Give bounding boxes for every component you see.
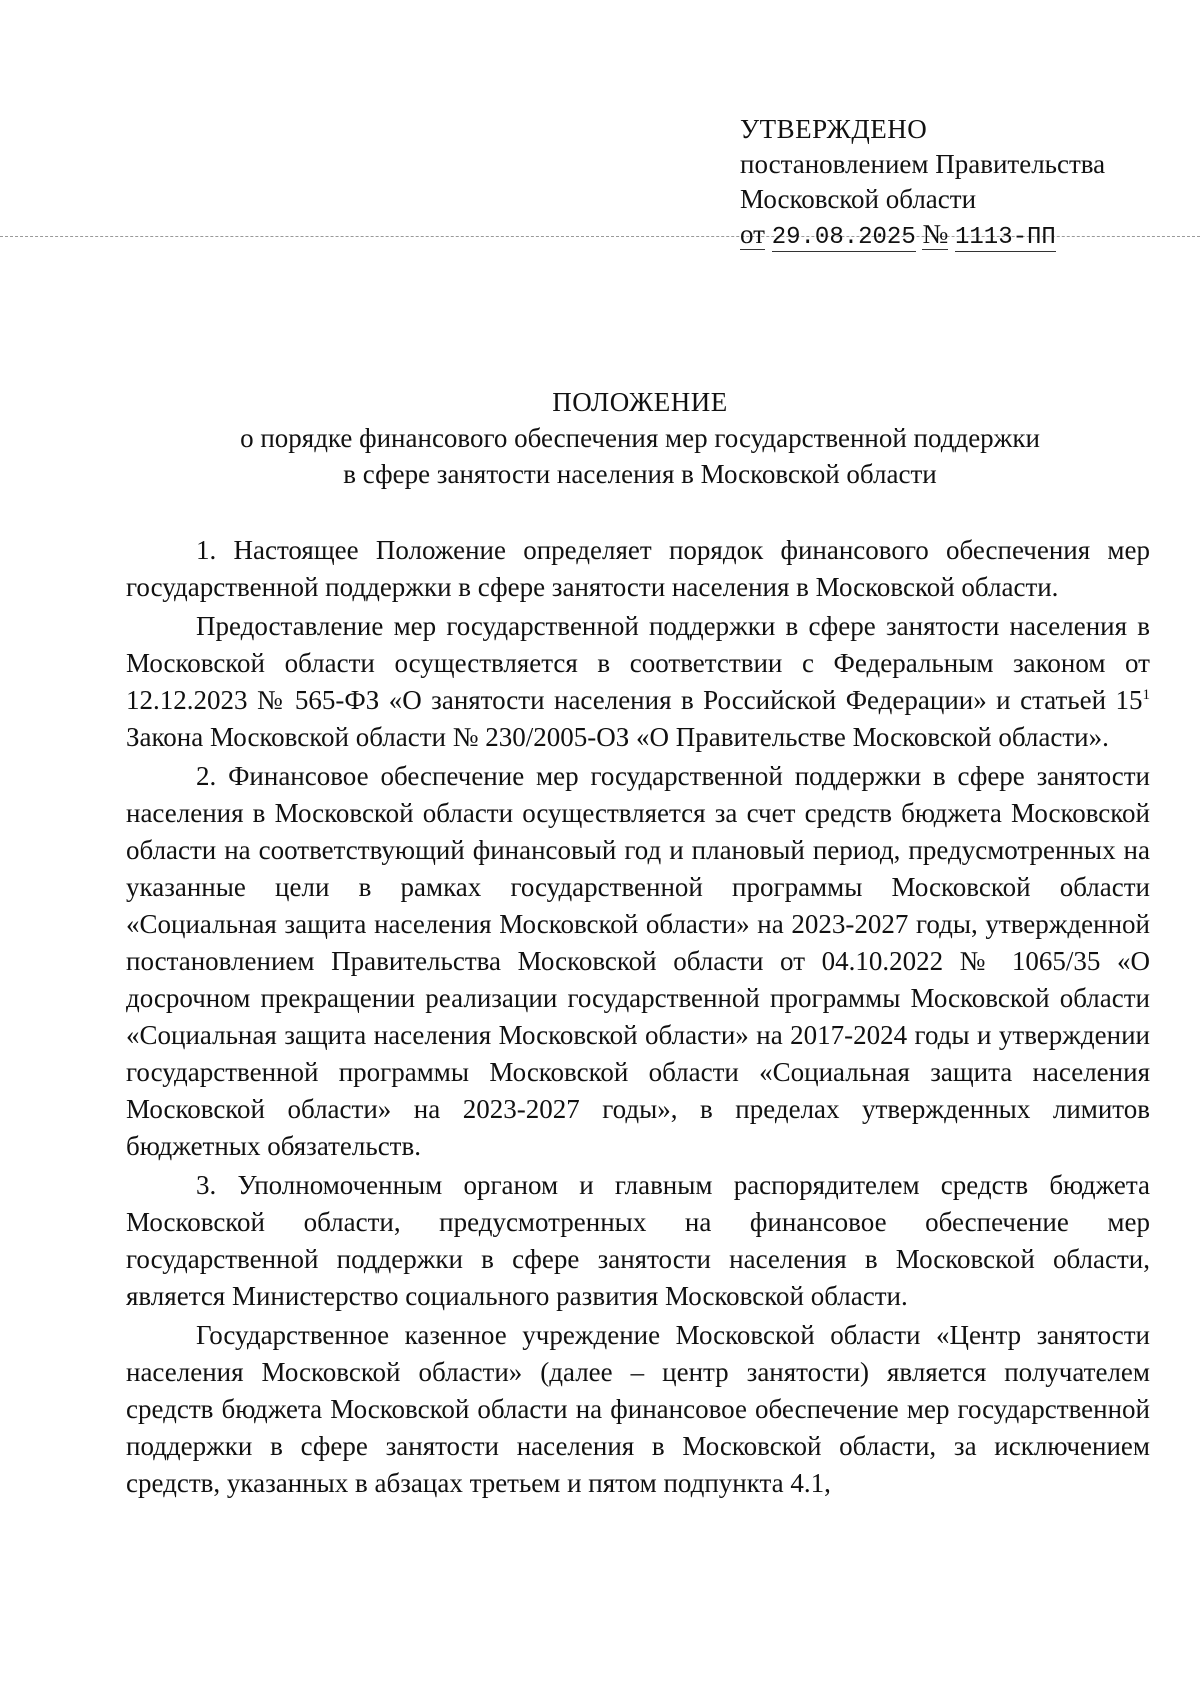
paragraph-3: 2. Финансовое обеспечение мер государственной поддержки в сфере занятости населения в Московской области осуществляется за счет средств бюджета Московской области на соответствующий финансовый год и плановый период, предусмотренных на указанные цели в рамках государственной программы Московской области «Социальная защита населения Московской области» на 2023-2027 годы, утвержденной постановлением Правительства Московской области от 04.10.2022 № 1065/35 «О досрочном прекращении реализации государственной программы Московской области «Социальная защита населения Московской области» на 2017-2024 годы и утверждении государственной программы Московской области «Социальная защита населения Московской области» на 2023-2027 годы», в пределах утвержденных лимитов бюджетных обязательств. bbox=[126, 761, 1150, 1161]
document-title: ПОЛОЖЕНИЕ bbox=[552, 387, 728, 417]
paragraph-5: Государственное казенное учреждение Московской области «Центр занятости населения Московской области» (далее – центр занятости) является получателем средств бюджета Московской области на финансовое обеспечение мер государственной поддержки в сфере занятости населения в Московской области, за исключением средств, указанных в абзацах третьем и пятом подпункта 4.1, bbox=[126, 1320, 1150, 1498]
document-body bbox=[126, 532, 1150, 1504]
approval-block bbox=[740, 112, 1105, 255]
paragraph-1: 1. Настоящее Положение определяет порядок финансового обеспечения мер государственной поддержки в сфере занятости населения в Московской области. bbox=[126, 535, 1150, 602]
paragraph-2-superscript: 1 bbox=[1142, 687, 1150, 703]
approval-line-2: Московской области bbox=[740, 184, 977, 214]
paragraph-2-text-a: Предоставление мер государственной поддержки в сфере занятости населения в Московской области осуществляется в соответствии с Федеральным законом от 12.12.2023 № 565-ФЗ «О занятости населения в Российской Федерации» и статьей 15 bbox=[126, 611, 1150, 715]
approval-number: 1113-ПП bbox=[955, 224, 1056, 251]
approval-line-1: постановлением Правительства bbox=[740, 149, 1106, 179]
paragraph-2-text-b: Закона Московской области № 230/2005-ОЗ «О Правительстве Московской области». bbox=[126, 722, 1109, 752]
approval-date-line bbox=[740, 217, 1105, 255]
number-sign: № bbox=[922, 219, 949, 249]
paragraph-4: 3. Уполномоченным органом и главным распорядителем средств бюджета Московской области, предусмотренных на финансовое обеспечение мер государственной поддержки в сфере занятости населения в Московской области, является Министерство социального развития Московской области. bbox=[126, 1170, 1150, 1311]
paragraph-2 bbox=[126, 608, 1150, 756]
date-prefix: от bbox=[740, 219, 765, 249]
approval-date: 29.08.2025 bbox=[771, 224, 916, 251]
approval-heading: УТВЕРЖДЕНО bbox=[740, 114, 928, 144]
document-subtitle-line-1: о порядке финансового обеспечения мер государственной поддержки bbox=[240, 423, 1040, 453]
document-subtitle-line-2: в сфере занятости населения в Московской области bbox=[343, 459, 937, 489]
document-title-block bbox=[0, 384, 1200, 492]
